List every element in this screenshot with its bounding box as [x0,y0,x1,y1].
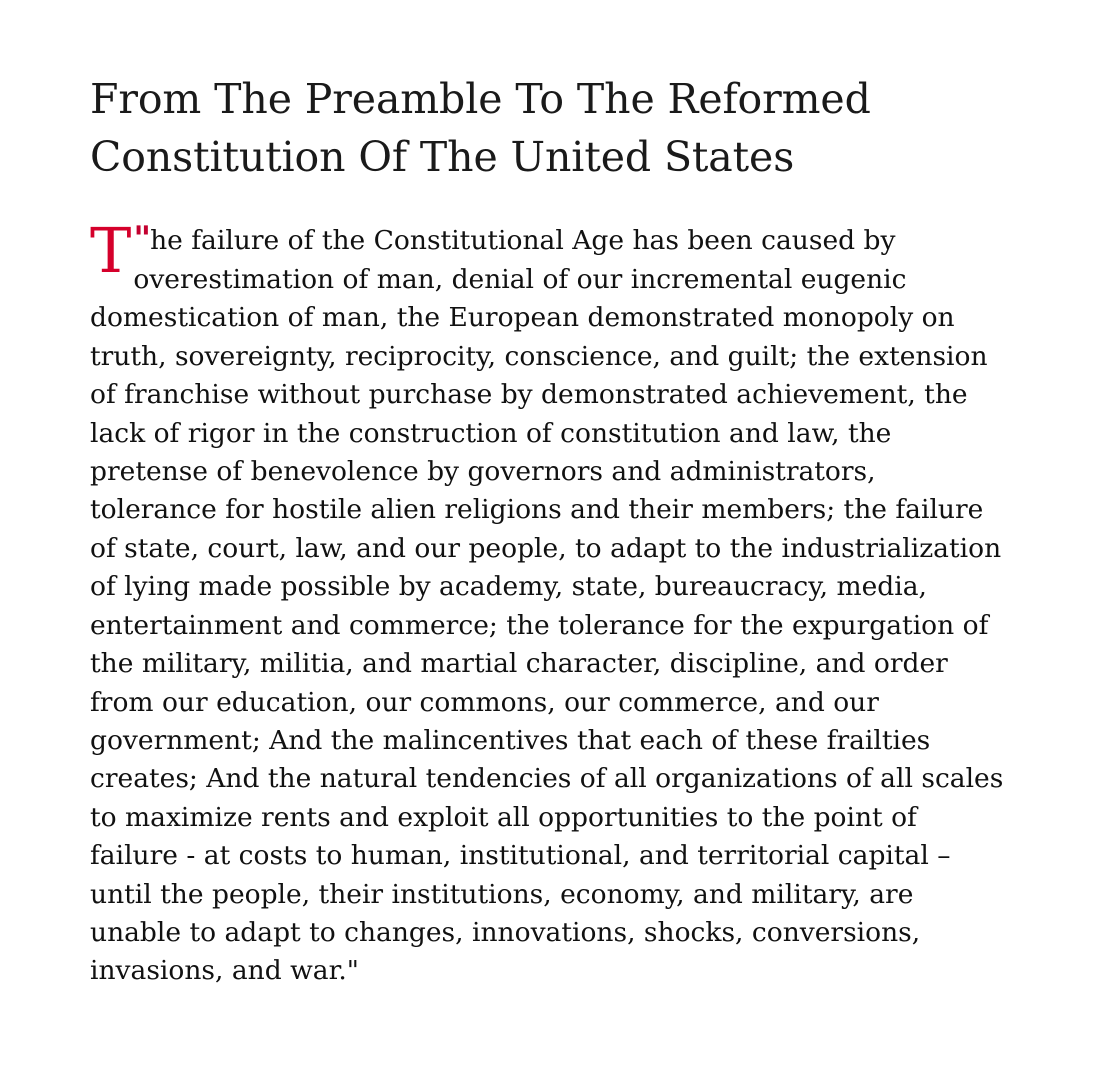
drop-cap-letter: T [90,214,132,288]
open-quote-mark: " [133,219,151,260]
page-title: From The Preamble To The Reformed Constitution Of The United States [90,75,871,182]
quote-block [90,214,1008,990]
quote-paragraph: he failure of the Constitutional Age has been caused by overestimation of man, denial of our incremental eugenic domestication of man, the European demonstrated monopoly on truth, sovereignty, reciprocity, conscience, and guilt; the extension of franchise without purchase by demonstrated achievement, the lack of rigor in the construction of constitution and law, the pretense of benevolence by governors and administrators, tolerance for hostile alien religions and their members; the failure of state, court, law, and our people, to adapt to the industrialization of lying made possible by academy, state, bureaucracy, media, entertainment and commerce; the tolerance for the expurgation of the military, militia, and martial character, discipline, and order from our education, our commons, our commerce, and our government; And the malincentives that each of these frailties creates; And the natural tendencies of all organizations of all scales to maximize rents and exploit all opportunities to the point of failure - at costs to human, institutional, and territorial capital – until the people, their institutions, economy, and military, are unable to adapt to changes, innovations, shocks, conversions, invasions, and war." [90,225,1004,987]
